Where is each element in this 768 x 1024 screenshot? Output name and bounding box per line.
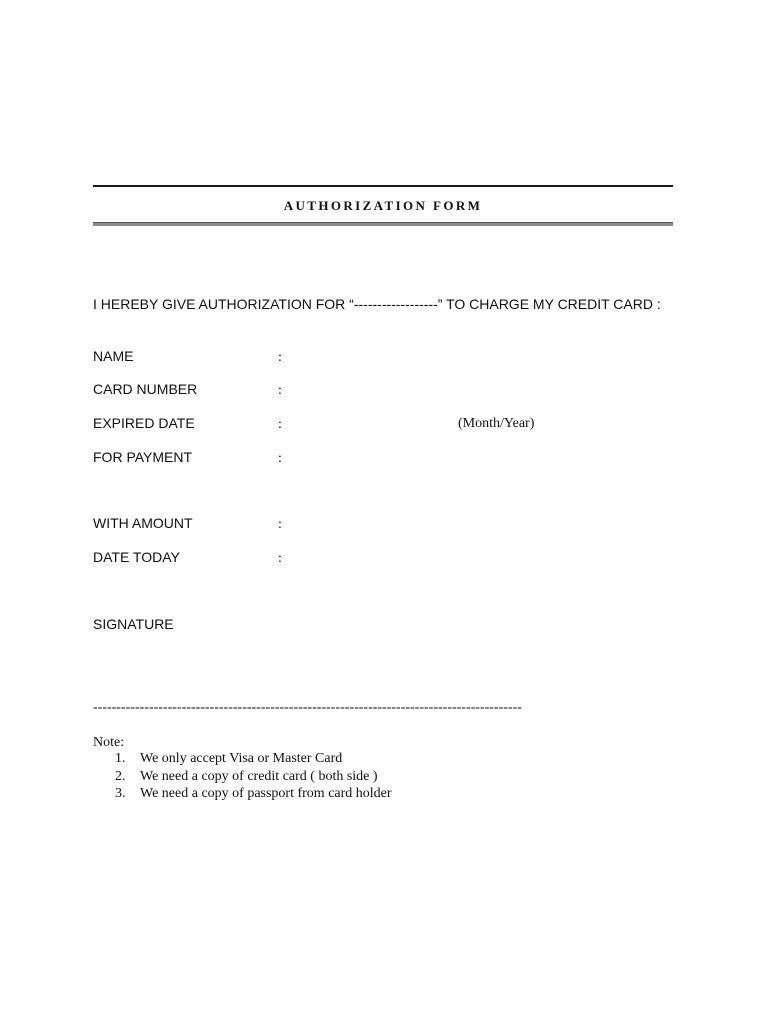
for-payment-colon: : xyxy=(278,451,282,466)
with-amount-colon: : xyxy=(278,517,282,532)
date-today-label: DATE TODAY xyxy=(93,549,180,565)
card-number-label: CARD NUMBER xyxy=(93,381,198,397)
form-title: AUTHORIZATION FORM xyxy=(283,198,483,213)
with-amount-label: WITH AMOUNT xyxy=(93,515,193,531)
note-item xyxy=(93,750,392,768)
date-today-colon: : xyxy=(278,551,282,566)
separator-line: -------------------------------------------------------------------------------------------- xyxy=(93,700,522,715)
note-item-text: We need a copy of credit card ( both side ) xyxy=(140,768,378,784)
expired-date-hint: (Month/Year) xyxy=(458,416,535,431)
note-title: Note: xyxy=(93,735,125,750)
expired-date-colon: : xyxy=(278,417,282,432)
for-payment-label: FOR PAYMENT xyxy=(93,449,193,465)
note-item xyxy=(93,785,392,803)
title-top-rule xyxy=(93,185,673,187)
note-item-text: We only accept Visa or Master Card xyxy=(140,751,343,766)
signature-label: SIGNATURE xyxy=(93,616,174,632)
note-item-number: 1. xyxy=(115,751,126,766)
authorization-statement: I HEREBY GIVE AUTHORIZATION FOR “------------------” TO CHARGE MY CREDIT CARD : xyxy=(93,296,661,312)
note-item-number: 3. xyxy=(115,786,126,801)
expired-date-label: EXPIRED DATE xyxy=(93,415,195,431)
note-item xyxy=(93,768,392,786)
note-item-number: 2. xyxy=(115,768,126,784)
name-label: NAME xyxy=(93,348,134,364)
note-list xyxy=(93,750,392,803)
title-bottom-rule-edge xyxy=(93,222,673,223)
note-item-text: We need a copy of passport from card holder xyxy=(140,786,392,801)
name-colon: : xyxy=(278,350,282,365)
card-number-colon: : xyxy=(278,383,282,398)
